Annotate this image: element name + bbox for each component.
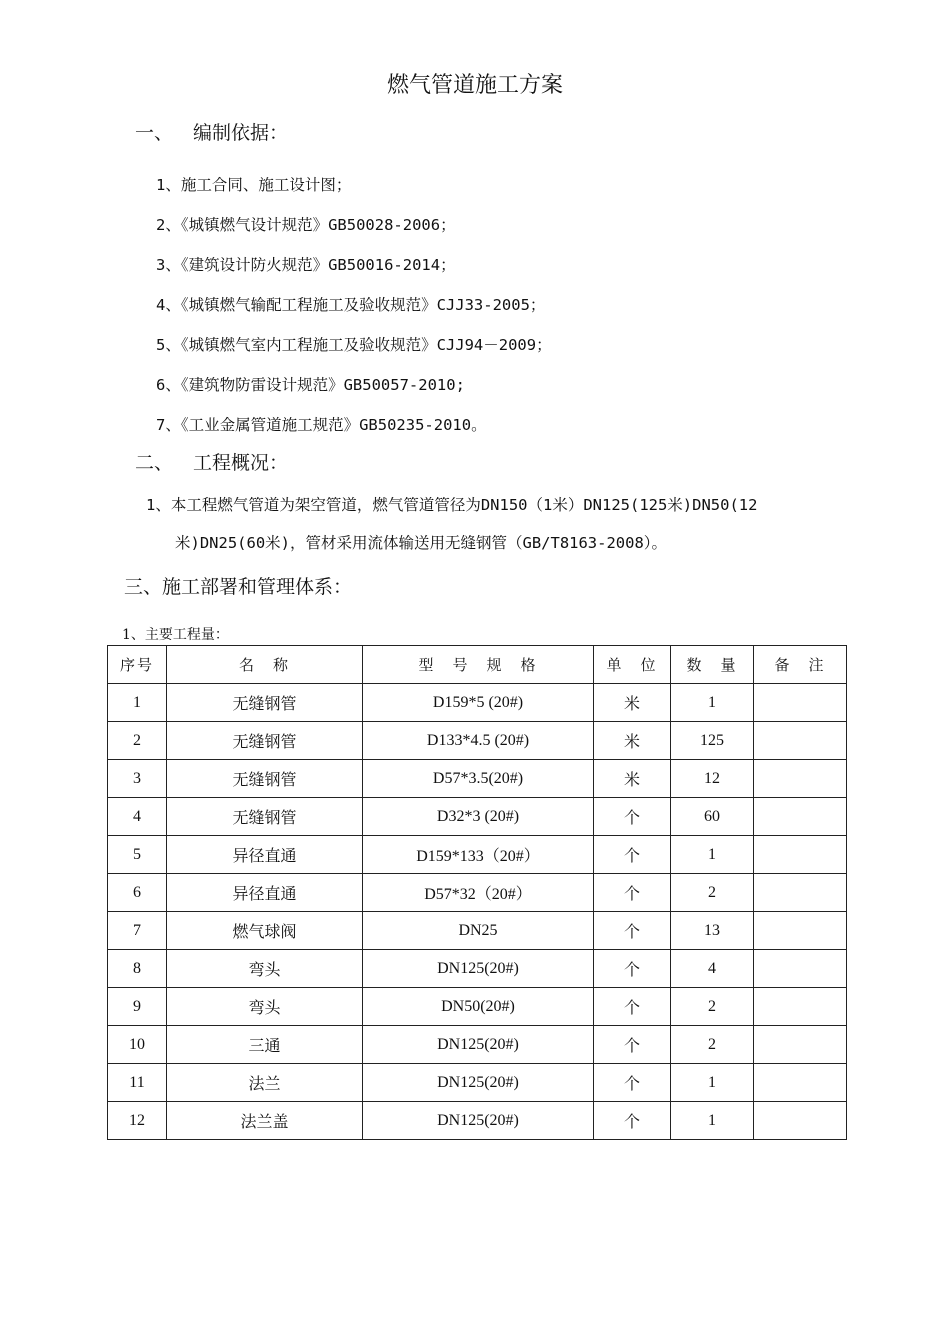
cell-unit: 米 bbox=[594, 722, 671, 760]
cell-unit: 个 bbox=[594, 950, 671, 988]
cell-qty: 13 bbox=[671, 912, 754, 950]
cell-remark bbox=[754, 1102, 847, 1140]
cell-remark bbox=[754, 988, 847, 1026]
table-header-row bbox=[108, 646, 847, 684]
cell-seq: 1 bbox=[108, 684, 167, 722]
cell-spec: DN50(20#) bbox=[363, 988, 594, 1026]
cell-qty: 2 bbox=[671, 988, 754, 1026]
basis-item: 7、《工业金属管道施工规范》GB50235-2010。 bbox=[156, 416, 487, 434]
cell-qty: 1 bbox=[671, 836, 754, 874]
cell-name: 法兰 bbox=[167, 1064, 363, 1102]
cell-name: 法兰盖 bbox=[167, 1102, 363, 1140]
table-row bbox=[108, 722, 847, 760]
cell-seq: 8 bbox=[108, 950, 167, 988]
cell-seq: 9 bbox=[108, 988, 167, 1026]
cell-qty: 125 bbox=[671, 722, 754, 760]
table-row bbox=[108, 1102, 847, 1140]
cell-seq: 6 bbox=[108, 874, 167, 912]
basis-item: 2、《城镇燃气设计规范》GB50028-2006； bbox=[156, 216, 456, 234]
cell-qty: 1 bbox=[671, 1102, 754, 1140]
cell-name: 无缝钢管 bbox=[167, 684, 363, 722]
cell-spec: D32*3 (20#) bbox=[363, 798, 594, 836]
cell-name: 无缝钢管 bbox=[167, 798, 363, 836]
cell-qty: 1 bbox=[671, 1064, 754, 1102]
cell-remark bbox=[754, 684, 847, 722]
cell-remark bbox=[754, 874, 847, 912]
cell-seq: 5 bbox=[108, 836, 167, 874]
cell-unit: 米 bbox=[594, 684, 671, 722]
cell-remark bbox=[754, 836, 847, 874]
section3-heading: 三、施工部署和管理体系： bbox=[124, 576, 353, 598]
cell-seq: 10 bbox=[108, 1026, 167, 1064]
basis-item: 5、《城镇燃气室内工程施工及验收规范》CJJ94－2009； bbox=[156, 336, 552, 354]
table-row bbox=[108, 874, 847, 912]
quantities-table bbox=[107, 645, 847, 1140]
cell-unit: 个 bbox=[594, 1026, 671, 1064]
overview-line-2: 米)DN25(60米)，管材采用流体输送用无缝钢管（GB/T8163-2008）。 bbox=[175, 534, 668, 552]
table-row bbox=[108, 1064, 847, 1102]
cell-unit: 个 bbox=[594, 912, 671, 950]
cell-unit: 个 bbox=[594, 874, 671, 912]
basis-item: 1、施工合同、施工设计图； bbox=[156, 176, 352, 194]
basis-item: 4、《城镇燃气输配工程施工及验收规范》CJJ33-2005； bbox=[156, 296, 546, 314]
cell-spec: DN125(20#) bbox=[363, 1026, 594, 1064]
table-row bbox=[108, 684, 847, 722]
table-row bbox=[108, 836, 847, 874]
header-remark: 备 注 bbox=[754, 646, 847, 684]
header-unit: 单 位 bbox=[594, 646, 671, 684]
table-row bbox=[108, 950, 847, 988]
cell-spec: D133*4.5 (20#) bbox=[363, 722, 594, 760]
cell-name: 弯头 bbox=[167, 988, 363, 1026]
cell-seq: 2 bbox=[108, 722, 167, 760]
cell-qty: 2 bbox=[671, 874, 754, 912]
table-row bbox=[108, 760, 847, 798]
cell-unit: 个 bbox=[594, 1064, 671, 1102]
cell-name: 异径直通 bbox=[167, 874, 363, 912]
cell-remark bbox=[754, 1026, 847, 1064]
cell-spec: DN125(20#) bbox=[363, 1102, 594, 1140]
cell-qty: 2 bbox=[671, 1026, 754, 1064]
cell-unit: 个 bbox=[594, 988, 671, 1026]
cell-remark bbox=[754, 912, 847, 950]
cell-remark bbox=[754, 760, 847, 798]
cell-seq: 11 bbox=[108, 1064, 167, 1102]
section1-number: 一、 bbox=[135, 122, 174, 144]
cell-spec: D57*32（20#） bbox=[363, 874, 594, 912]
quantities-subheading: 1、主要工程量： bbox=[122, 627, 229, 643]
cell-name: 燃气球阀 bbox=[167, 912, 363, 950]
section1-heading: 编制依据： bbox=[193, 122, 289, 144]
cell-spec: DN125(20#) bbox=[363, 1064, 594, 1102]
cell-qty: 1 bbox=[671, 684, 754, 722]
cell-spec: DN125(20#) bbox=[363, 950, 594, 988]
cell-seq: 4 bbox=[108, 798, 167, 836]
cell-remark bbox=[754, 1064, 847, 1102]
cell-remark bbox=[754, 950, 847, 988]
cell-spec: DN25 bbox=[363, 912, 594, 950]
header-qty: 数 量 bbox=[671, 646, 754, 684]
header-name: 名 称 bbox=[167, 646, 363, 684]
cell-unit: 个 bbox=[594, 836, 671, 874]
table-row bbox=[108, 912, 847, 950]
table-row bbox=[108, 988, 847, 1026]
cell-seq: 12 bbox=[108, 1102, 167, 1140]
header-seq: 序号 bbox=[108, 646, 167, 684]
cell-spec: D159*133（20#） bbox=[363, 836, 594, 874]
section2-number: 二、 bbox=[135, 452, 174, 474]
cell-spec: D57*3.5(20#) bbox=[363, 760, 594, 798]
cell-name: 无缝钢管 bbox=[167, 722, 363, 760]
cell-unit: 个 bbox=[594, 798, 671, 836]
basis-item: 3、《建筑设计防火规范》GB50016-2014； bbox=[156, 256, 456, 274]
table-row bbox=[108, 798, 847, 836]
cell-name: 无缝钢管 bbox=[167, 760, 363, 798]
cell-name: 弯头 bbox=[167, 950, 363, 988]
cell-qty: 12 bbox=[671, 760, 754, 798]
cell-name: 异径直通 bbox=[167, 836, 363, 874]
cell-qty: 60 bbox=[671, 798, 754, 836]
cell-seq: 3 bbox=[108, 760, 167, 798]
cell-spec: D159*5 (20#) bbox=[363, 684, 594, 722]
cell-remark bbox=[754, 722, 847, 760]
cell-unit: 米 bbox=[594, 760, 671, 798]
cell-name: 三通 bbox=[167, 1026, 363, 1064]
page-title: 燃气管道施工方案 bbox=[386, 73, 563, 98]
section2-heading: 工程概况： bbox=[193, 452, 289, 474]
overview-line-1: 1、本工程燃气管道为架空管道，燃气管道管径为DN150（1米）DN125(125米)DN50(12 bbox=[146, 496, 758, 514]
cell-unit: 个 bbox=[594, 1102, 671, 1140]
cell-qty: 4 bbox=[671, 950, 754, 988]
basis-item: 6、《建筑物防雷设计规范》GB50057-2010; bbox=[156, 376, 465, 394]
table-row bbox=[108, 1026, 847, 1064]
cell-seq: 7 bbox=[108, 912, 167, 950]
header-spec: 型 号 规 格 bbox=[363, 646, 594, 684]
cell-remark bbox=[754, 798, 847, 836]
